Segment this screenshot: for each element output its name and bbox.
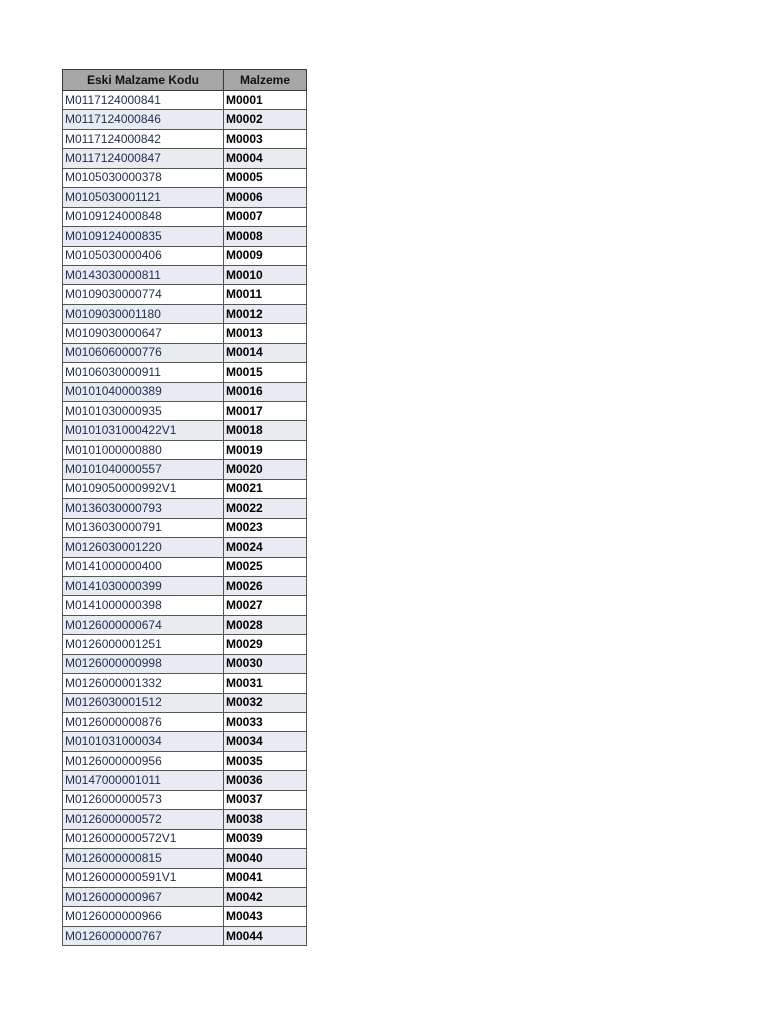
table-row [63, 518, 307, 537]
material-code-cell[interactable]: M0027 [224, 596, 307, 615]
table-row [63, 887, 307, 906]
table-row [63, 596, 307, 615]
old-material-code-cell[interactable]: M0109030001180 [63, 304, 224, 323]
material-code-cell[interactable]: M0034 [224, 732, 307, 751]
old-material-code-cell[interactable]: M0106060000776 [63, 343, 224, 362]
header-row [63, 70, 307, 91]
material-code-cell[interactable]: M0003 [224, 129, 307, 148]
material-code-cell[interactable]: M0017 [224, 402, 307, 421]
material-code-cell[interactable]: M0028 [224, 615, 307, 634]
material-code-cell[interactable]: M0010 [224, 265, 307, 284]
material-code-cell[interactable]: M0021 [224, 479, 307, 498]
old-material-code-cell[interactable]: M0126000000966 [63, 907, 224, 926]
material-code-cell[interactable]: M0015 [224, 363, 307, 382]
old-material-code-cell[interactable]: M0126000000573 [63, 790, 224, 809]
table-row [63, 188, 307, 207]
table-row [63, 207, 307, 226]
material-code-cell[interactable]: M0001 [224, 91, 307, 110]
table-row [63, 557, 307, 576]
old-material-code-cell[interactable]: M0141030000399 [63, 576, 224, 595]
material-code-cell[interactable]: M0041 [224, 868, 307, 887]
old-material-code-cell[interactable]: M0109124000835 [63, 227, 224, 246]
table-row [63, 149, 307, 168]
material-code-cell[interactable]: M0002 [224, 110, 307, 129]
material-code-cell[interactable]: M0037 [224, 790, 307, 809]
table-row [63, 674, 307, 693]
material-code-cell[interactable]: M0030 [224, 654, 307, 673]
table-row [63, 868, 307, 887]
old-material-code-cell[interactable]: M0105030001121 [63, 188, 224, 207]
old-material-code-cell[interactable]: M0126000000998 [63, 654, 224, 673]
table-row [63, 693, 307, 712]
old-material-code-cell[interactable]: M0101040000389 [63, 382, 224, 401]
table-row [63, 382, 307, 401]
table-row [63, 926, 307, 945]
table-row [63, 460, 307, 479]
material-code-cell[interactable]: M0032 [224, 693, 307, 712]
old-material-code-cell[interactable]: M0143030000811 [63, 265, 224, 284]
table-row [63, 168, 307, 187]
old-material-code-cell[interactable]: M0105030000406 [63, 246, 224, 265]
old-material-code-cell[interactable]: M0126000000956 [63, 751, 224, 770]
old-material-code-cell[interactable]: M0126000001251 [63, 635, 224, 654]
old-material-code-cell[interactable]: M0109030000774 [63, 285, 224, 304]
material-code-cell[interactable]: M0007 [224, 207, 307, 226]
material-code-cell[interactable]: M0042 [224, 887, 307, 906]
material-code-cell[interactable]: M0005 [224, 168, 307, 187]
material-code-cell[interactable]: M0040 [224, 849, 307, 868]
old-material-code-cell[interactable]: M0109030000647 [63, 324, 224, 343]
old-material-code-cell[interactable]: M0106030000911 [63, 363, 224, 382]
table-row [63, 499, 307, 518]
material-code-cell[interactable]: M0020 [224, 460, 307, 479]
table-row [63, 576, 307, 595]
old-material-code-cell[interactable]: M0101040000557 [63, 460, 224, 479]
table-row [63, 246, 307, 265]
material-code-cell[interactable]: M0018 [224, 421, 307, 440]
material-code-cell[interactable]: M0036 [224, 771, 307, 790]
table-row [63, 421, 307, 440]
table-row [63, 732, 307, 751]
material-code-cell[interactable]: M0039 [224, 829, 307, 848]
material-code-cell[interactable]: M0011 [224, 285, 307, 304]
table-row [63, 538, 307, 557]
old-material-code-cell[interactable]: M0126000000591V1 [63, 868, 224, 887]
material-code-cell[interactable]: M0043 [224, 907, 307, 926]
old-material-code-cell[interactable]: M0109050000992V1 [63, 479, 224, 498]
table-row [63, 265, 307, 284]
material-code-cell[interactable]: M0044 [224, 926, 307, 945]
old-material-code-cell[interactable]: M0126000000967 [63, 887, 224, 906]
material-code-cell[interactable]: M0016 [224, 382, 307, 401]
old-material-code-cell[interactable]: M0126000000674 [63, 615, 224, 634]
table-row [63, 790, 307, 809]
old-material-code-cell[interactable]: M0117124000847 [63, 149, 224, 168]
table-row [63, 110, 307, 129]
material-code-cell[interactable]: M0023 [224, 518, 307, 537]
old-material-code-cell[interactable]: M0126000000815 [63, 849, 224, 868]
old-material-code-cell[interactable]: M0109124000848 [63, 207, 224, 226]
table-row [63, 751, 307, 770]
old-material-code-cell[interactable]: M0126000000876 [63, 713, 224, 732]
old-material-code-cell[interactable]: M0147000001011 [63, 771, 224, 790]
material-code-cell[interactable]: M0025 [224, 557, 307, 576]
old-material-code-cell[interactable]: M0117124000846 [63, 110, 224, 129]
material-code-cell[interactable]: M0004 [224, 149, 307, 168]
table-row [63, 324, 307, 343]
material-code-cell[interactable]: M0035 [224, 751, 307, 770]
old-material-code-cell[interactable]: M0136030000791 [63, 518, 224, 537]
old-material-code-cell[interactable]: M0126030001512 [63, 693, 224, 712]
old-material-code-cell[interactable]: M0101031000034 [63, 732, 224, 751]
material-code-cell[interactable]: M0024 [224, 538, 307, 557]
old-material-code-cell[interactable]: M0126000000767 [63, 926, 224, 945]
material-code-cell[interactable]: M0026 [224, 576, 307, 595]
table-row [63, 907, 307, 926]
material-code-cell[interactable]: M0033 [224, 713, 307, 732]
material-code-cell[interactable]: M0009 [224, 246, 307, 265]
material-code-cell[interactable]: M0008 [224, 227, 307, 246]
old-material-code-cell[interactable]: M0126030001220 [63, 538, 224, 557]
old-material-code-cell[interactable]: M0141000000400 [63, 557, 224, 576]
old-material-code-cell[interactable]: M0117124000842 [63, 129, 224, 148]
old-material-code-cell[interactable]: M0126000001332 [63, 674, 224, 693]
material-code-cell[interactable]: M0019 [224, 440, 307, 459]
old-material-code-cell[interactable]: M0105030000378 [63, 168, 224, 187]
material-code-cell[interactable]: M0022 [224, 499, 307, 518]
table-row [63, 713, 307, 732]
table-row [63, 402, 307, 421]
old-material-code-cell[interactable]: M0101031000422V1 [63, 421, 224, 440]
table-row [63, 771, 307, 790]
table-row [63, 285, 307, 304]
table-row [63, 654, 307, 673]
table-row [63, 810, 307, 829]
table-row [63, 479, 307, 498]
table-row [63, 849, 307, 868]
material-code-table [62, 69, 307, 946]
table-row [63, 829, 307, 848]
table-row [63, 304, 307, 323]
material-code-cell[interactable]: M0006 [224, 188, 307, 207]
table-row [63, 440, 307, 459]
old-material-code-cell[interactable]: M0141000000398 [63, 596, 224, 615]
table-row [63, 363, 307, 382]
header-old-code[interactable]: Eski Malzame Kodu [63, 70, 224, 91]
old-material-code-cell[interactable]: M0117124000841 [63, 91, 224, 110]
old-material-code-cell[interactable]: M0126000000572 [63, 810, 224, 829]
table-row [63, 129, 307, 148]
material-code-cell[interactable]: M0038 [224, 810, 307, 829]
material-code-cell[interactable]: M0031 [224, 674, 307, 693]
old-material-code-cell[interactable]: M0136030000793 [63, 499, 224, 518]
material-code-cell[interactable]: M0013 [224, 324, 307, 343]
material-code-cell[interactable]: M0014 [224, 343, 307, 362]
material-code-cell[interactable]: M0029 [224, 635, 307, 654]
old-material-code-cell[interactable]: M0101030000935 [63, 402, 224, 421]
table-row [63, 635, 307, 654]
table-row [63, 615, 307, 634]
table-row [63, 91, 307, 110]
table-row [63, 227, 307, 246]
table-row [63, 343, 307, 362]
old-material-code-cell[interactable]: M0101000000880 [63, 440, 224, 459]
header-material[interactable]: Malzeme [224, 70, 307, 91]
old-material-code-cell[interactable]: M0126000000572V1 [63, 829, 224, 848]
material-code-cell[interactable]: M0012 [224, 304, 307, 323]
